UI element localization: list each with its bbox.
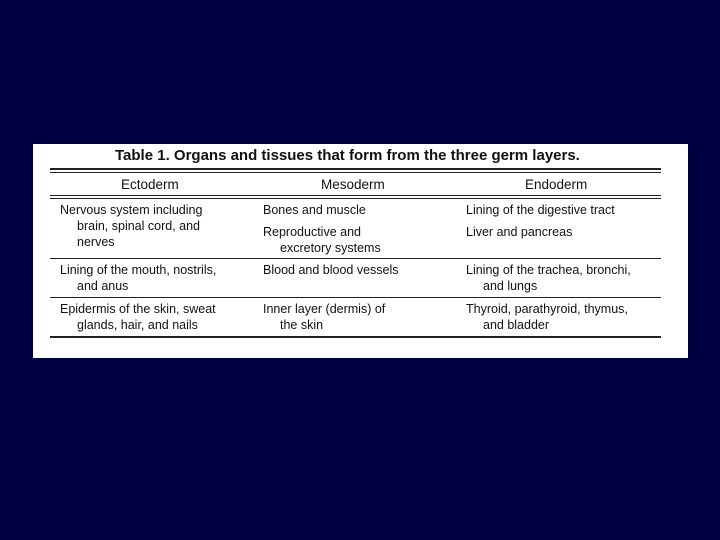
table-cell-endoderm-row2 — [466, 262, 631, 294]
cell-line: Nervous system including — [60, 203, 203, 217]
cell-line: and lungs — [483, 279, 538, 293]
header-rule — [50, 195, 661, 196]
cell-line: Epidermis of the skin, sweat — [60, 302, 216, 316]
table-cell-ectoderm-row1 — [60, 202, 202, 250]
cell-line: and anus — [77, 279, 129, 293]
column-header-mesoderm: Mesoderm — [321, 177, 385, 192]
table-cell-endoderm-row3 — [466, 301, 628, 333]
table-cell-ectoderm-row3 — [60, 301, 216, 333]
column-header-ectoderm: Ectoderm — [121, 177, 179, 192]
cell-line: and bladder — [483, 318, 550, 332]
table-cell-mesoderm-row3 — [263, 301, 385, 333]
table-cell-mesoderm-row1a — [263, 202, 366, 218]
cell-line: glands, hair, and nails — [77, 318, 198, 332]
row-divider — [50, 258, 661, 259]
bottom-rule — [50, 336, 661, 338]
cell-line: Lining of the trachea, bronchi, — [466, 263, 631, 277]
top-rule — [50, 168, 661, 170]
cell-line: brain, spinal cord, and — [77, 219, 200, 233]
cell-line: Lining of the mouth, nostrils, — [60, 263, 217, 277]
header-rule-thin — [50, 198, 661, 199]
cell-line: Thyroid, parathyroid, thymus, — [466, 302, 628, 316]
cell-line: Lining of the digestive tract — [466, 203, 615, 217]
cell-line: Reproductive and — [263, 225, 361, 239]
table-cell-ectoderm-row2 — [60, 262, 216, 294]
table-cell-endoderm-row1a — [466, 202, 615, 218]
row-divider — [50, 297, 661, 298]
cell-line: nerves — [77, 235, 115, 249]
cell-line: the skin — [280, 318, 324, 332]
cell-line: Inner layer (dermis) of — [263, 302, 386, 316]
cell-line: Blood and blood vessels — [263, 263, 399, 277]
cell-line: Liver and pancreas — [466, 225, 573, 239]
table-cell-mesoderm-row1b — [263, 224, 381, 256]
cell-line: excretory systems — [280, 241, 381, 255]
column-header-endoderm: Endoderm — [525, 177, 588, 192]
cell-line: Bones and muscle — [263, 203, 366, 217]
top-rule-thin — [50, 172, 661, 173]
table-title: Table 1. Organs and tissues that form from the three germ layers. — [115, 147, 580, 164]
table-cell-endoderm-row1b — [466, 224, 572, 240]
table-cell-mesoderm-row2 — [263, 262, 399, 278]
table-card — [33, 144, 688, 358]
